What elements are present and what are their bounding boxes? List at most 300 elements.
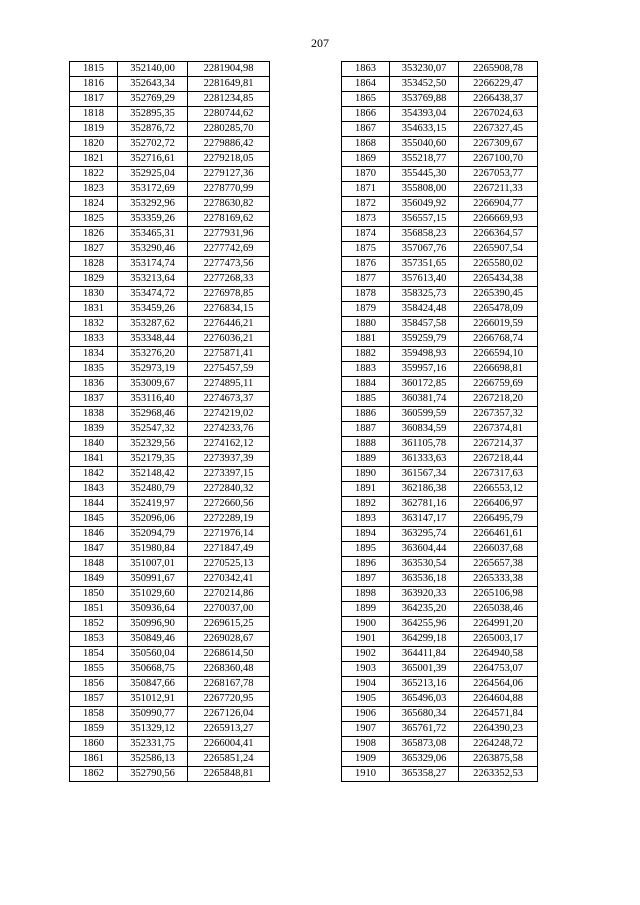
x-coordinate-cell: 353009,67 [118,377,188,392]
point-number-cell: 1889 [342,452,390,467]
point-number-cell: 1904 [342,677,390,692]
table-row [342,647,538,662]
y-coordinate-cell: 2265333,38 [459,572,538,587]
table-row [70,302,270,317]
x-coordinate-cell: 360599,59 [390,407,459,422]
y-coordinate-cell: 2266904,77 [459,197,538,212]
point-number-cell: 1899 [342,602,390,617]
x-coordinate-cell: 352925,04 [118,167,188,182]
x-coordinate-cell: 363920,33 [390,587,459,602]
table-row [70,647,270,662]
table-row [70,557,270,572]
point-number-cell: 1895 [342,542,390,557]
x-coordinate-cell: 353459,26 [118,302,188,317]
y-coordinate-cell: 2266495,79 [459,512,538,527]
point-number-cell: 1828 [70,257,118,272]
y-coordinate-cell: 2279886,42 [188,137,270,152]
point-number-cell: 1823 [70,182,118,197]
table-row [342,752,538,767]
table-row [70,407,270,422]
table-row [342,527,538,542]
x-coordinate-cell: 365873,08 [390,737,459,752]
point-number-cell: 1898 [342,587,390,602]
x-coordinate-cell: 357067,76 [390,242,459,257]
y-coordinate-cell: 2271976,14 [188,527,270,542]
table-row [342,617,538,632]
y-coordinate-cell: 2278770,99 [188,182,270,197]
point-number-cell: 1854 [70,647,118,662]
y-coordinate-cell: 2281649,81 [188,77,270,92]
x-coordinate-cell: 352329,56 [118,437,188,452]
y-coordinate-cell: 2280744,62 [188,107,270,122]
x-coordinate-cell: 350668,75 [118,662,188,677]
table-row [70,227,270,242]
x-coordinate-cell: 365496,03 [390,692,459,707]
point-number-cell: 1902 [342,647,390,662]
point-number-cell: 1850 [70,587,118,602]
table-row [70,632,270,647]
table-row [70,692,270,707]
y-coordinate-cell: 2270214,86 [188,587,270,602]
table-row [70,182,270,197]
x-coordinate-cell: 353348,44 [118,332,188,347]
x-coordinate-cell: 351980,84 [118,542,188,557]
point-number-cell: 1875 [342,242,390,257]
y-coordinate-cell: 2266669,93 [459,212,538,227]
point-number-cell: 1857 [70,692,118,707]
y-coordinate-cell: 2264390,23 [459,722,538,737]
point-number-cell: 1841 [70,452,118,467]
x-coordinate-cell: 352480,79 [118,482,188,497]
y-coordinate-cell: 2277473,56 [188,257,270,272]
point-number-cell: 1873 [342,212,390,227]
y-coordinate-cell: 2275457,59 [188,362,270,377]
point-number-cell: 1834 [70,347,118,362]
point-number-cell: 1839 [70,422,118,437]
y-coordinate-cell: 2276834,15 [188,302,270,317]
y-coordinate-cell: 2264248,72 [459,737,538,752]
y-coordinate-cell: 2269028,67 [188,632,270,647]
table-row [342,542,538,557]
x-coordinate-cell: 357613,40 [390,272,459,287]
table-row [70,197,270,212]
y-coordinate-cell: 2270037,00 [188,602,270,617]
y-coordinate-cell: 2265913,27 [188,722,270,737]
point-number-cell: 1908 [342,737,390,752]
point-number-cell: 1906 [342,707,390,722]
x-coordinate-cell: 353276,20 [118,347,188,362]
x-coordinate-cell: 352140,00 [118,62,188,77]
table-row [70,167,270,182]
point-number-cell: 1881 [342,332,390,347]
table-row [342,62,538,77]
table-row [342,422,538,437]
y-coordinate-cell: 2274673,37 [188,392,270,407]
x-coordinate-cell: 353290,46 [118,242,188,257]
point-number-cell: 1872 [342,197,390,212]
table-row [70,617,270,632]
point-number-cell: 1840 [70,437,118,452]
y-coordinate-cell: 2277268,33 [188,272,270,287]
point-number-cell: 1883 [342,362,390,377]
point-number-cell: 1890 [342,467,390,482]
x-coordinate-cell: 353292,96 [118,197,188,212]
point-number-cell: 1833 [70,332,118,347]
point-number-cell: 1859 [70,722,118,737]
table-row [342,377,538,392]
table-row [342,632,538,647]
table-row [342,182,538,197]
y-coordinate-cell: 2267126,04 [188,707,270,722]
point-number-cell: 1862 [70,767,118,782]
table-row [342,122,538,137]
table-row [70,752,270,767]
point-number-cell: 1901 [342,632,390,647]
table-row [70,257,270,272]
point-number-cell: 1879 [342,302,390,317]
y-coordinate-cell: 2280285,70 [188,122,270,137]
y-coordinate-cell: 2265390,45 [459,287,538,302]
point-number-cell: 1824 [70,197,118,212]
y-coordinate-cell: 2275871,41 [188,347,270,362]
table-row [342,197,538,212]
y-coordinate-cell: 2266698,81 [459,362,538,377]
y-coordinate-cell: 2267211,33 [459,182,538,197]
table-row [70,107,270,122]
x-coordinate-cell: 352547,32 [118,422,188,437]
y-coordinate-cell: 2264940,58 [459,647,538,662]
x-coordinate-cell: 353172,69 [118,182,188,197]
x-coordinate-cell: 361567,34 [390,467,459,482]
x-coordinate-cell: 362781,16 [390,497,459,512]
y-coordinate-cell: 2265478,09 [459,302,538,317]
x-coordinate-cell: 352973,19 [118,362,188,377]
point-number-cell: 1842 [70,467,118,482]
y-coordinate-cell: 2278630,82 [188,197,270,212]
x-coordinate-cell: 362186,38 [390,482,459,497]
table-row [70,422,270,437]
table-row [70,707,270,722]
point-number-cell: 1877 [342,272,390,287]
point-number-cell: 1860 [70,737,118,752]
point-number-cell: 1858 [70,707,118,722]
table-row [70,392,270,407]
x-coordinate-cell: 364411,84 [390,647,459,662]
y-coordinate-cell: 2274219,02 [188,407,270,422]
point-number-cell: 1888 [342,437,390,452]
y-coordinate-cell: 2265580,02 [459,257,538,272]
table-row [342,707,538,722]
x-coordinate-cell: 359498,93 [390,347,459,362]
y-coordinate-cell: 2265908,78 [459,62,538,77]
table-row [342,317,538,332]
point-number-cell: 1853 [70,632,118,647]
point-number-cell: 1863 [342,62,390,77]
x-coordinate-cell: 353474,72 [118,287,188,302]
y-coordinate-cell: 2265434,38 [459,272,538,287]
table-row [70,377,270,392]
y-coordinate-cell: 2266438,37 [459,92,538,107]
table-row [342,272,538,287]
y-coordinate-cell: 2266553,12 [459,482,538,497]
x-coordinate-cell: 352096,06 [118,512,188,527]
point-number-cell: 1838 [70,407,118,422]
x-coordinate-cell: 363147,17 [390,512,459,527]
y-coordinate-cell: 2272289,19 [188,512,270,527]
point-number-cell: 1864 [342,77,390,92]
point-number-cell: 1885 [342,392,390,407]
x-coordinate-cell: 363295,74 [390,527,459,542]
table-row [342,572,538,587]
point-number-cell: 1831 [70,302,118,317]
point-number-cell: 1830 [70,287,118,302]
y-coordinate-cell: 2267374,81 [459,422,538,437]
y-coordinate-cell: 2266004,41 [188,737,270,752]
x-coordinate-cell: 350990,77 [118,707,188,722]
x-coordinate-cell: 352790,56 [118,767,188,782]
point-number-cell: 1855 [70,662,118,677]
table-row [70,92,270,107]
point-number-cell: 1816 [70,77,118,92]
y-coordinate-cell: 2268614,50 [188,647,270,662]
y-coordinate-cell: 2264571,84 [459,707,538,722]
x-coordinate-cell: 364235,20 [390,602,459,617]
table-row [70,587,270,602]
y-coordinate-cell: 2269615,25 [188,617,270,632]
x-coordinate-cell: 365329,06 [390,752,459,767]
x-coordinate-cell: 363604,44 [390,542,459,557]
point-number-cell: 1849 [70,572,118,587]
x-coordinate-cell: 360381,74 [390,392,459,407]
point-number-cell: 1867 [342,122,390,137]
table-row [70,287,270,302]
y-coordinate-cell: 2264991,20 [459,617,538,632]
point-number-cell: 1837 [70,392,118,407]
y-coordinate-cell: 2267218,20 [459,392,538,407]
y-coordinate-cell: 2274895,11 [188,377,270,392]
point-number-cell: 1876 [342,257,390,272]
y-coordinate-cell: 2267327,45 [459,122,538,137]
x-coordinate-cell: 358424,48 [390,302,459,317]
x-coordinate-cell: 351007,01 [118,557,188,572]
table-row [70,272,270,287]
x-coordinate-cell: 359957,16 [390,362,459,377]
y-coordinate-cell: 2276036,21 [188,332,270,347]
point-number-cell: 1847 [70,542,118,557]
table-row [342,497,538,512]
table-row [70,497,270,512]
table-row [342,362,538,377]
x-coordinate-cell: 352331,75 [118,737,188,752]
x-coordinate-cell: 358325,73 [390,287,459,302]
table-row [70,542,270,557]
point-number-cell: 1827 [70,242,118,257]
y-coordinate-cell: 2267053,77 [459,167,538,182]
x-coordinate-cell: 365358,27 [390,767,459,782]
y-coordinate-cell: 2267218,44 [459,452,538,467]
table-row [70,62,270,77]
x-coordinate-cell: 354633,15 [390,122,459,137]
table-row [70,77,270,92]
x-coordinate-cell: 352148,42 [118,467,188,482]
x-coordinate-cell: 352769,29 [118,92,188,107]
table-row [70,662,270,677]
y-coordinate-cell: 2274233,76 [188,422,270,437]
y-coordinate-cell: 2266461,61 [459,527,538,542]
y-coordinate-cell: 2267357,32 [459,407,538,422]
table-row [342,77,538,92]
coordinates-table-left [69,61,270,782]
x-coordinate-cell: 364255,96 [390,617,459,632]
point-number-cell: 1884 [342,377,390,392]
x-coordinate-cell: 365213,16 [390,677,459,692]
point-number-cell: 1865 [342,92,390,107]
x-coordinate-cell: 353465,31 [118,227,188,242]
x-coordinate-cell: 359259,79 [390,332,459,347]
x-coordinate-cell: 363530,54 [390,557,459,572]
table-row [70,437,270,452]
y-coordinate-cell: 2270525,13 [188,557,270,572]
x-coordinate-cell: 350560,04 [118,647,188,662]
x-coordinate-cell: 365680,34 [390,707,459,722]
table-row [342,107,538,122]
x-coordinate-cell: 350849,46 [118,632,188,647]
x-coordinate-cell: 360834,59 [390,422,459,437]
point-number-cell: 1818 [70,107,118,122]
y-coordinate-cell: 2266364,57 [459,227,538,242]
point-number-cell: 1893 [342,512,390,527]
point-number-cell: 1844 [70,497,118,512]
table-row [342,302,538,317]
table-row [342,767,538,782]
table-row [342,152,538,167]
y-coordinate-cell: 2278169,62 [188,212,270,227]
y-coordinate-cell: 2279218,05 [188,152,270,167]
point-number-cell: 1819 [70,122,118,137]
x-coordinate-cell: 350996,90 [118,617,188,632]
point-number-cell: 1892 [342,497,390,512]
point-number-cell: 1870 [342,167,390,182]
y-coordinate-cell: 2267317,63 [459,467,538,482]
x-coordinate-cell: 352586,13 [118,752,188,767]
table-row [342,722,538,737]
table-row [342,587,538,602]
x-coordinate-cell: 365761,72 [390,722,459,737]
table-row [342,482,538,497]
point-number-cell: 1843 [70,482,118,497]
y-coordinate-cell: 2265851,24 [188,752,270,767]
y-coordinate-cell: 2276446,21 [188,317,270,332]
x-coordinate-cell: 353116,40 [118,392,188,407]
x-coordinate-cell: 365001,39 [390,662,459,677]
y-coordinate-cell: 2267214,37 [459,437,538,452]
table-row [70,137,270,152]
point-number-cell: 1815 [70,62,118,77]
point-number-cell: 1832 [70,317,118,332]
table-row [70,242,270,257]
table-row [342,137,538,152]
point-number-cell: 1822 [70,167,118,182]
point-number-cell: 1886 [342,407,390,422]
point-number-cell: 1871 [342,182,390,197]
x-coordinate-cell: 352876,72 [118,122,188,137]
table-row [342,92,538,107]
x-coordinate-cell: 353359,26 [118,212,188,227]
table-row [70,722,270,737]
table-row [70,737,270,752]
x-coordinate-cell: 355808,00 [390,182,459,197]
x-coordinate-cell: 355040,60 [390,137,459,152]
y-coordinate-cell: 2270342,41 [188,572,270,587]
table-row [342,557,538,572]
y-coordinate-cell: 2277742,69 [188,242,270,257]
table-row [342,677,538,692]
table-row [70,362,270,377]
point-number-cell: 1825 [70,212,118,227]
table-row [70,482,270,497]
table-row [70,572,270,587]
point-number-cell: 1882 [342,347,390,362]
y-coordinate-cell: 2267720,95 [188,692,270,707]
point-number-cell: 1896 [342,557,390,572]
point-number-cell: 1848 [70,557,118,572]
x-coordinate-cell: 354393,04 [390,107,459,122]
y-coordinate-cell: 2267309,67 [459,137,538,152]
x-coordinate-cell: 352419,97 [118,497,188,512]
table-row [70,212,270,227]
y-coordinate-cell: 2281234,85 [188,92,270,107]
y-coordinate-cell: 2271847,49 [188,542,270,557]
point-number-cell: 1874 [342,227,390,242]
point-number-cell: 1836 [70,377,118,392]
point-number-cell: 1869 [342,152,390,167]
x-coordinate-cell: 356557,15 [390,212,459,227]
point-number-cell: 1891 [342,482,390,497]
x-coordinate-cell: 353452,50 [390,77,459,92]
x-coordinate-cell: 353230,07 [390,62,459,77]
table-row [70,527,270,542]
point-number-cell: 1820 [70,137,118,152]
point-number-cell: 1900 [342,617,390,632]
table-row [70,122,270,137]
table-row [70,677,270,692]
x-coordinate-cell: 360172,85 [390,377,459,392]
y-coordinate-cell: 2266759,69 [459,377,538,392]
y-coordinate-cell: 2274162,12 [188,437,270,452]
point-number-cell: 1821 [70,152,118,167]
y-coordinate-cell: 2266594,10 [459,347,538,362]
table-row [342,437,538,452]
table-row [70,152,270,167]
page-number: 207 [311,36,329,50]
table-row [342,407,538,422]
point-number-cell: 1861 [70,752,118,767]
x-coordinate-cell: 353213,64 [118,272,188,287]
x-coordinate-cell: 358457,58 [390,317,459,332]
table-row [70,317,270,332]
y-coordinate-cell: 2276978,85 [188,287,270,302]
x-coordinate-cell: 357351,65 [390,257,459,272]
y-coordinate-cell: 2279127,36 [188,167,270,182]
y-coordinate-cell: 2268360,48 [188,662,270,677]
table-row [342,287,538,302]
point-number-cell: 1907 [342,722,390,737]
table-row [70,467,270,482]
y-coordinate-cell: 2263875,58 [459,752,538,767]
x-coordinate-cell: 363536,18 [390,572,459,587]
y-coordinate-cell: 2265907,54 [459,242,538,257]
point-number-cell: 1835 [70,362,118,377]
